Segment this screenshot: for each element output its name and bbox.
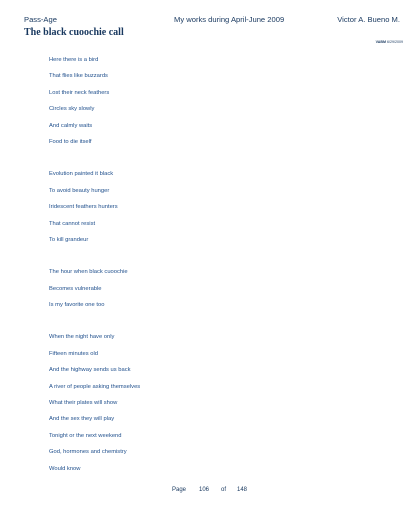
author-date-stamp: [376, 40, 403, 44]
poem-line: Evolution painted it black: [49, 171, 114, 178]
poem-stanza: [49, 264, 140, 313]
footer-page-number: 106: [199, 487, 210, 493]
poem-line: To kill grandeur: [49, 236, 89, 243]
poem-line: And the sex they will play: [49, 416, 115, 423]
header-right-text: Victor A. Bueno M.: [337, 15, 400, 24]
poem-line: Is my favorite one too: [49, 302, 105, 309]
poem-line: God, hormones and chemistry: [49, 449, 127, 456]
poem-line: Becomes vulnerable: [49, 285, 102, 292]
stamp-initials: VABM: [375, 40, 386, 44]
poem-line: That flies like buzzards: [49, 73, 108, 80]
poem-line: Circles sky slowly: [49, 106, 95, 113]
poem-title: The black cuoochie call: [24, 27, 124, 38]
footer-page-label: Page: [172, 487, 187, 493]
poem-line: The hour when black cuoochie: [49, 269, 128, 276]
poem-line: And calmly waits: [49, 122, 93, 129]
poem-line: Would know: [49, 465, 81, 472]
footer-total-pages: 148: [237, 487, 248, 493]
footer-of-label: of: [221, 487, 227, 493]
poem-line: To avoid beauty hunger: [49, 187, 110, 194]
header-center-text: My works during April-June 2009: [174, 15, 285, 24]
stamp-date: 6/29/2009: [387, 40, 403, 44]
poem-line: What their plates will show: [49, 400, 118, 407]
poem-line: A river of people asking themselves: [49, 383, 141, 390]
poem-line: Tonight or the next weekend: [49, 432, 122, 439]
page-header: [24, 15, 408, 27]
poem-line: That cannot resist: [49, 220, 96, 227]
poem-stanza: [49, 52, 140, 150]
poem-line: Fifteen minutes old: [49, 350, 98, 357]
poem-line: When the night have only: [49, 334, 115, 341]
poem-stanza: [49, 329, 140, 477]
poem-line: And the highway sends us back: [49, 367, 131, 374]
poem-line: Food to die itself: [49, 138, 92, 145]
header-left-text: Pass-Age: [24, 15, 57, 24]
poem-line: Iridescent feathers hunters: [49, 204, 118, 211]
poem-stanza: [49, 166, 140, 248]
poem-line: Here there is a bird: [49, 57, 99, 63]
poem-body: [49, 52, 140, 493]
poem-line: Lost their neck feathers: [49, 89, 110, 96]
